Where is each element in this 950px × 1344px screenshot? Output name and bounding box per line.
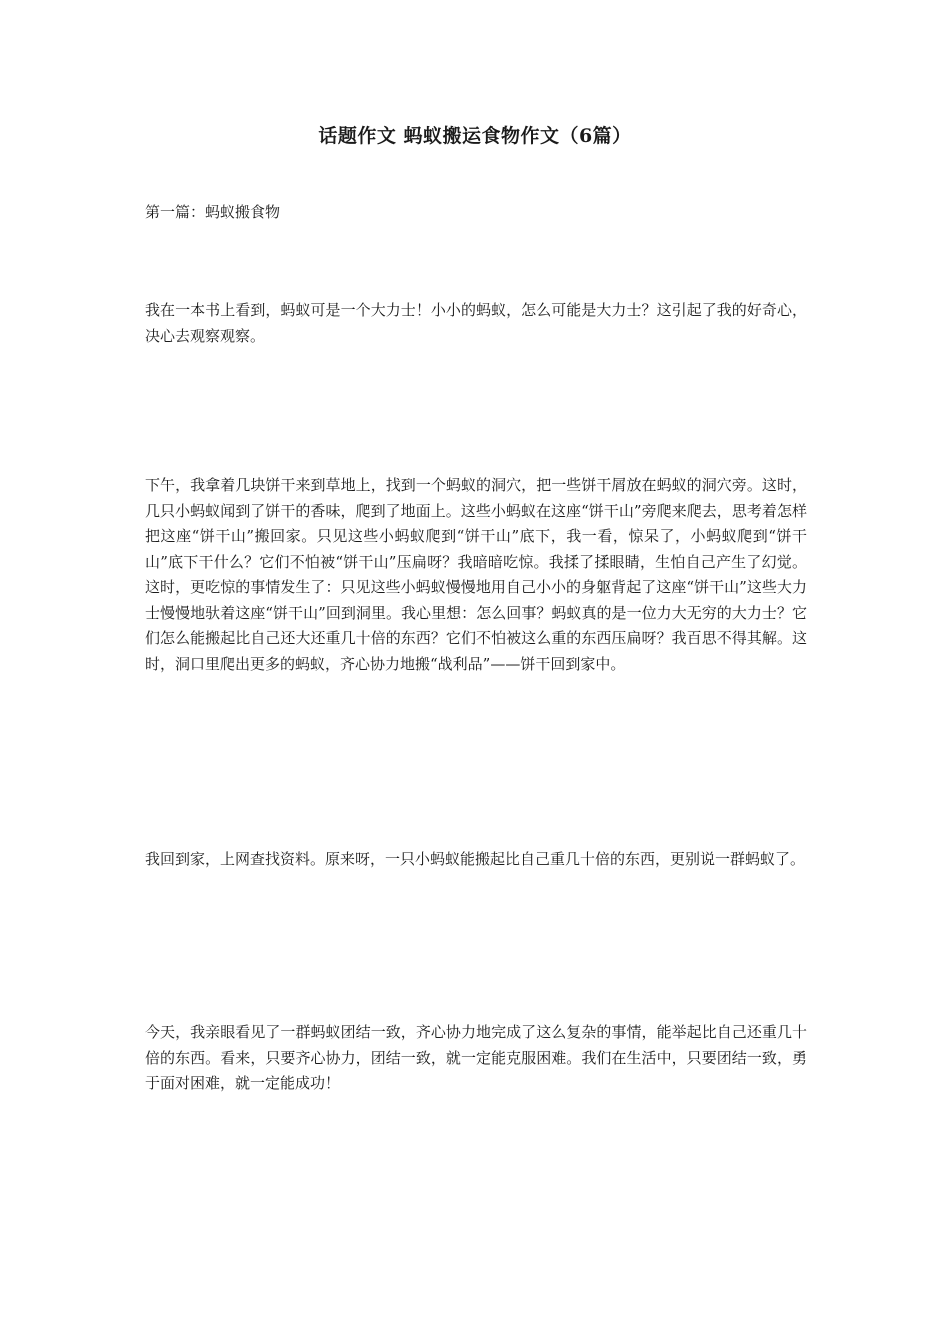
- paragraph-3: 我回到家，上网查找资料。原来呀，一只小蚂蚁能搬起比自己重几十倍的东西，更别说一群蚂蚁了。: [145, 850, 806, 868]
- paragraph-4: 今天，我亲眼看见了一群蚂蚁团结一致，齐心协力地完成了这么复杂的事情，能举起比自己还重几十倍的东西。看来，只要齐心协力，团结一致，就一定能克服困难。我们在生活中，只要团结一致，勇于面对困难，就一定能成功！: [145, 1023, 807, 1092]
- section-heading: 第一篇：蚂蚁搬食物: [145, 203, 281, 221]
- page-title: 话题作文 蚂蚁搬运食物作文（6篇）: [318, 125, 632, 147]
- paragraph-2: 下午，我拿着几块饼干来到草地上，找到一个蚂蚁的洞穴，把一些饼干屑放在蚂蚁的洞穴旁。这时，几只小蚂蚁闻到了饼干的香味，爬到了地面上。这些小蚂蚁在这座“饼干山”旁爬来爬去，思考着怎样把这座“饼干山”搬回家。只见这些小蚂蚁爬到“饼干山”底下，我一看，惊呆了，小蚂蚁爬到“饼干山”底下干什么？它们不怕被“饼干山”压扁呀？我暗暗吃惊。我揉了揉眼睛，生怕自己产生了幻觉。这时，更吃惊的事情发生了：只见这些小蚂蚁慢慢地用自己小小的身躯背起了这座“饼干山”这些大力士慢慢地驮着这座“饼干山”回到洞里。我心里想：怎么回事？蚂蚁真的是一位力大无穷的大力士？它们怎么能搬起比自己还大还重几十倍的东西？它们不怕被这么重的东西压扁呀？我百思不得其解。这时，洞口里爬出更多的蚂蚁，齐心协力地搬“战利品”——饼干回到家中。: [145, 476, 807, 673]
- paragraph-1: 我在一本书上看到，蚂蚁可是一个大力士！小小的蚂蚁，怎么可能是大力士？这引起了我的好奇心，决心去观察观察。: [145, 301, 807, 345]
